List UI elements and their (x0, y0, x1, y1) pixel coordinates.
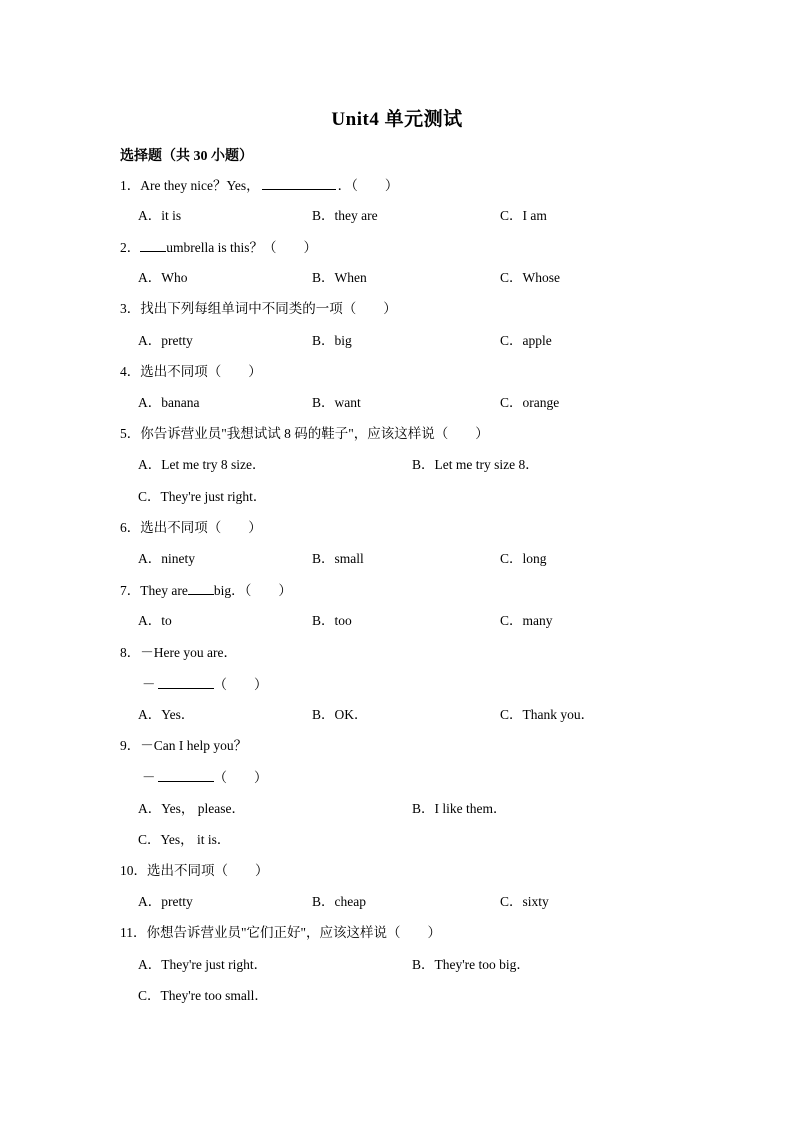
question-11-stem: 11．你想告诉营业员"它们正好"，应该这样说（ ） (120, 925, 442, 940)
question-7-option-c[interactable]: C．many (500, 613, 553, 628)
question-8-option-b[interactable]: B．OK． (312, 707, 368, 722)
question-4-stem: 4．选出不同项（ ） (120, 364, 262, 379)
question-9-option-a[interactable]: A．Yes， please． (138, 801, 245, 816)
question-1-stem (120, 177, 398, 194)
question-1-text-end: ．（ ） (337, 178, 399, 193)
answer-blank (262, 177, 336, 190)
question-5-option-c[interactable]: C．They're just right． (138, 489, 267, 504)
page-title: Unit4 单元测试 (331, 109, 463, 130)
question-2-option-c[interactable]: C．Whose (500, 270, 560, 285)
question-5-option-a[interactable]: A．Let me try 8 size． (138, 457, 266, 472)
dash: － (142, 770, 156, 785)
question-2-stem (120, 239, 317, 256)
question-7-stem (120, 582, 292, 599)
question-2-text-end: umbrella is this？（ ） (166, 240, 317, 255)
question-1-option-c[interactable]: C．I am (500, 208, 547, 223)
question-5-option-b[interactable]: B．Let me try size 8． (412, 457, 539, 472)
question-6-option-b[interactable]: B．small (312, 551, 364, 566)
question-11-option-c[interactable]: C．They're too small． (138, 988, 268, 1003)
question-7-text: 7．They are (120, 583, 188, 598)
question-5-stem: 5．你告诉营业员"我想试试 8 码的鞋子"，应该这样说（ ） (120, 426, 489, 441)
question-3-option-c[interactable]: C．apple (500, 333, 552, 348)
section-heading: 选择题（共 30 小题） (120, 149, 253, 164)
question-6-option-c[interactable]: C．long (500, 551, 547, 566)
question-9-option-c[interactable]: C．Yes， it is． (138, 832, 231, 847)
question-10-stem: 10．选出不同项（ ） (120, 863, 269, 878)
question-6-option-a[interactable]: A．ninety (138, 551, 195, 566)
answer-blank (158, 769, 214, 782)
question-4-option-a[interactable]: A．banana (138, 395, 200, 410)
question-7-option-a[interactable]: A．to (138, 613, 172, 628)
question-6-stem: 6．选出不同项（ ） (120, 520, 262, 535)
answer-blank (140, 239, 166, 252)
question-2-text: 2． (120, 240, 141, 255)
question-1-option-a[interactable]: A．it is (138, 208, 182, 223)
question-1-text: 1．Are they nice？Yes， (120, 178, 260, 193)
question-11-option-a[interactable]: A．They're just right． (138, 957, 268, 972)
question-11-option-b[interactable]: B．They're too big． (412, 957, 530, 972)
question-8-option-a[interactable]: A．Yes． (138, 707, 195, 722)
question-8-option-c[interactable]: C．Thank you． (500, 707, 595, 722)
question-3-option-a[interactable]: A．pretty (138, 333, 193, 348)
question-3-option-b[interactable]: B．big (312, 333, 352, 348)
question-10-option-c[interactable]: C．sixty (500, 894, 549, 909)
answer-blank (188, 582, 214, 595)
question-9-response (142, 769, 268, 786)
question-4-option-b[interactable]: B．want (312, 395, 361, 410)
question-2-option-a[interactable]: A．Who (138, 270, 188, 285)
question-7-text-end: big．（ ） (213, 583, 292, 598)
question-9-stem: 9．－Can I help you？ (120, 738, 248, 753)
answer-blank (158, 676, 214, 689)
question-8-stem: 8．－Here you are． (120, 645, 237, 660)
dash: － (142, 677, 156, 692)
question-10-option-a[interactable]: A．pretty (138, 894, 193, 909)
question-2-option-b[interactable]: B．When (312, 270, 367, 285)
question-9-option-b[interactable]: B．I like them． (412, 801, 507, 816)
question-7-option-b[interactable]: B．too (312, 613, 352, 628)
question-1-option-b[interactable]: B．they are (312, 208, 378, 223)
question-4-option-c[interactable]: C．orange (500, 395, 560, 410)
question-3-stem: 3．找出下列每组单词中不同类的一项（ ） (120, 301, 397, 316)
question-10-option-b[interactable]: B．cheap (312, 894, 366, 909)
question-9-paren: （ ） (213, 770, 268, 785)
question-8-response (142, 676, 268, 693)
question-8-paren: （ ） (213, 677, 268, 692)
